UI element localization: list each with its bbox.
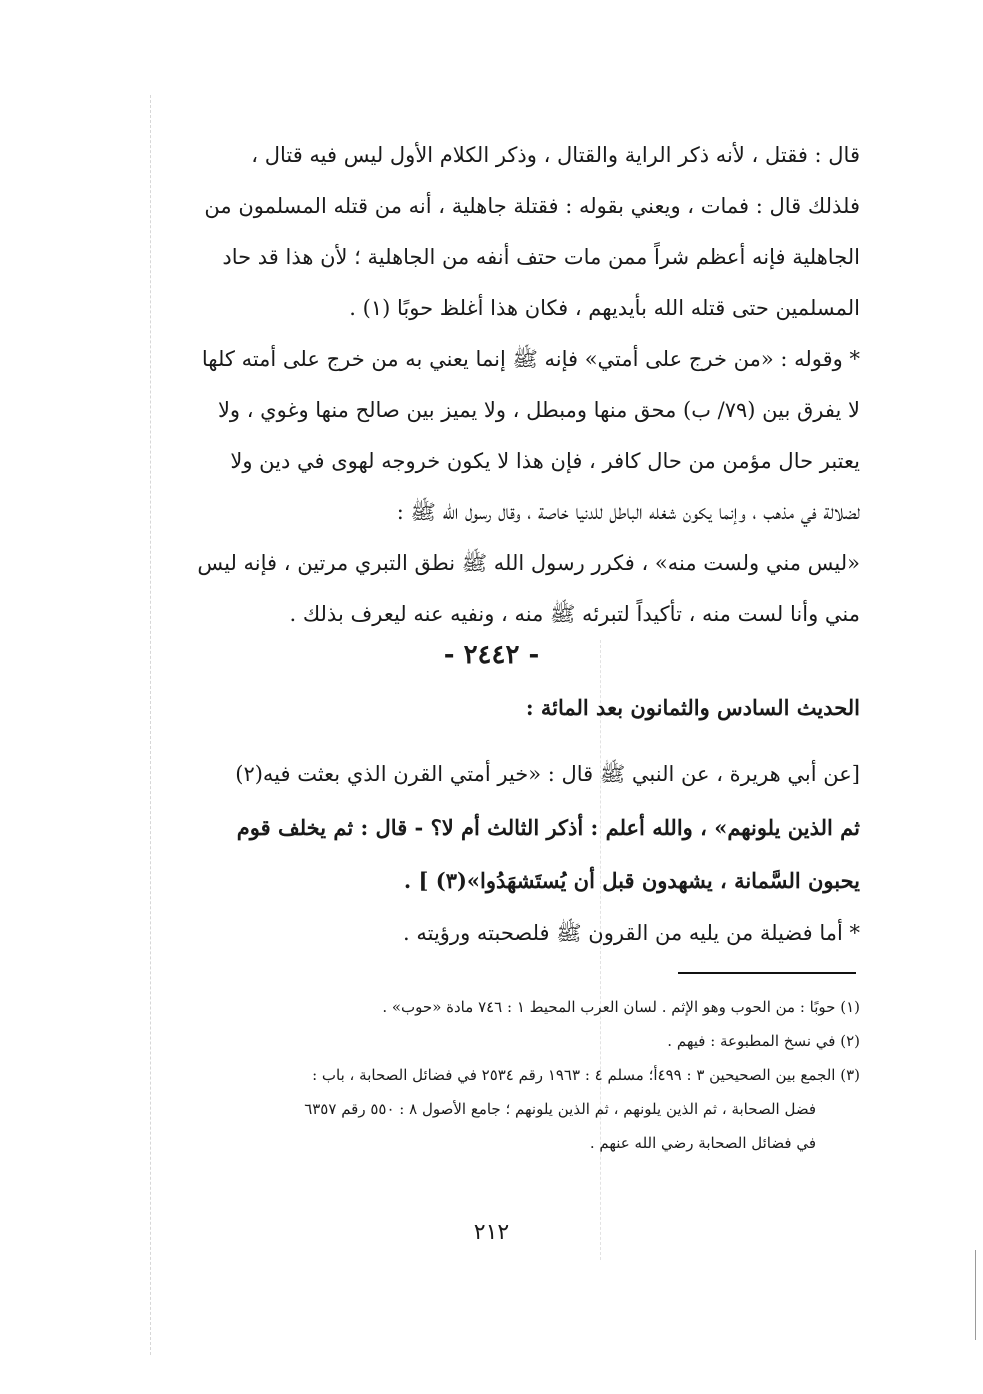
text-line: لا يفرق بين (٧٩/ ب) محق منها ومبطل ، ولا يميز بين صالح منها وغوي ، ولا: [217, 398, 860, 422]
footnote-line: (٢) في نسخ المطبوعة : فيهم .: [667, 1032, 860, 1050]
text-line: لضلالة في مذهب ، وإنما يكون شغله الباطل للدنيا خاصة ، وقال رسول الله ﷺ :: [396, 500, 860, 524]
text-line: * أما فضيلة من يليه من القرون ﷺ فلصحبته ورؤيته .: [403, 921, 860, 945]
text-line: المسلمين حتى قتله الله بأيديهم ، فكان هذا أغلظ حوبًا (١) .: [349, 296, 860, 320]
text-line: [عن أبي هريرة ، عن النبي ﷺ قال : «خير أمتي القرن الذي بعثت فيه(٢): [235, 762, 860, 786]
footnote-line: في فضائل الصحابة رضي الله عنهم .: [589, 1134, 816, 1152]
text-line: مني وأنا لست منه ، تأكيداً لتبرئه ﷺ منه ، ونفيه عنه ليعرف بذلك .: [289, 602, 860, 626]
hadith-title: الحديث السادس والثمانون بعد المائة :: [525, 695, 860, 720]
text-line: الجاهلية فإنه أعظم شراً ممن مات حتف أنفه من الجاهلية ؛ لأن هذا قد حاد: [222, 245, 860, 269]
scan-edge-line: [975, 1250, 976, 1340]
text-line: قال : فقتل ، لأنه ذكر الراية والقتال ، وذكر الكلام الأول ليس فيه قتال ،: [251, 143, 860, 167]
footnotes: [120, 990, 860, 1160]
footnote-line: (٣) الجمع بين الصحيحين ٣ : ٤٩٩أ؛ مسلم ٤ : ١٩٦٣ رقم ٢٥٣٤ في فضائل الصحابة ، باب :: [312, 1066, 860, 1084]
text-line: ثم الذين يلونهم» ، والله أعلم : أذكر الثالث أم لا؟ - قال : ثم يخلف قوم: [236, 815, 860, 840]
page-number: ٢١٢: [473, 1220, 510, 1245]
text-line: «ليس مني ولست منه» ، فكرر رسول الله ﷺ نطق التبري مرتين ، فإنه ليس: [197, 551, 860, 575]
hadith-text: [140, 748, 860, 960]
footnote-separator: [678, 972, 856, 974]
footnote-line: (١) حوبًا : من الحوب وهو الإثم . لسان العرب المحيط ١ : ٧٤٦ مادة «حوب» .: [382, 998, 860, 1016]
hadith-number-heading: - ٢٤٤٢ -: [443, 640, 540, 670]
footnote-line: فضل الصحابة ، ثم الذين يلونهم ، ثم الذين يلونهم ؛ جامع الأصول ٨ : ٥٥٠ رقم ٦٣٥٧: [304, 1100, 816, 1118]
text-line: فلذلك قال : فمات ، ويعني بقوله : فقتلة جاهلية ، أنه من قتله المسلمون من: [204, 194, 860, 218]
text-line: يحبون السَّمانة ، يشهدون قبل أن يُستَشهَدُوا»(٣) ] .: [403, 868, 860, 893]
text-line: يعتبر حال مؤمن من حال كافر ، فإن هذا لا يكون خروجه لهوى في دين ولا: [230, 449, 860, 473]
text-line: * وقوله : «من خرج على أمتي» فإنه ﷺ إنما يعني به من خرج على أمته كلها: [201, 347, 860, 371]
commentary-text: [140, 130, 860, 640]
